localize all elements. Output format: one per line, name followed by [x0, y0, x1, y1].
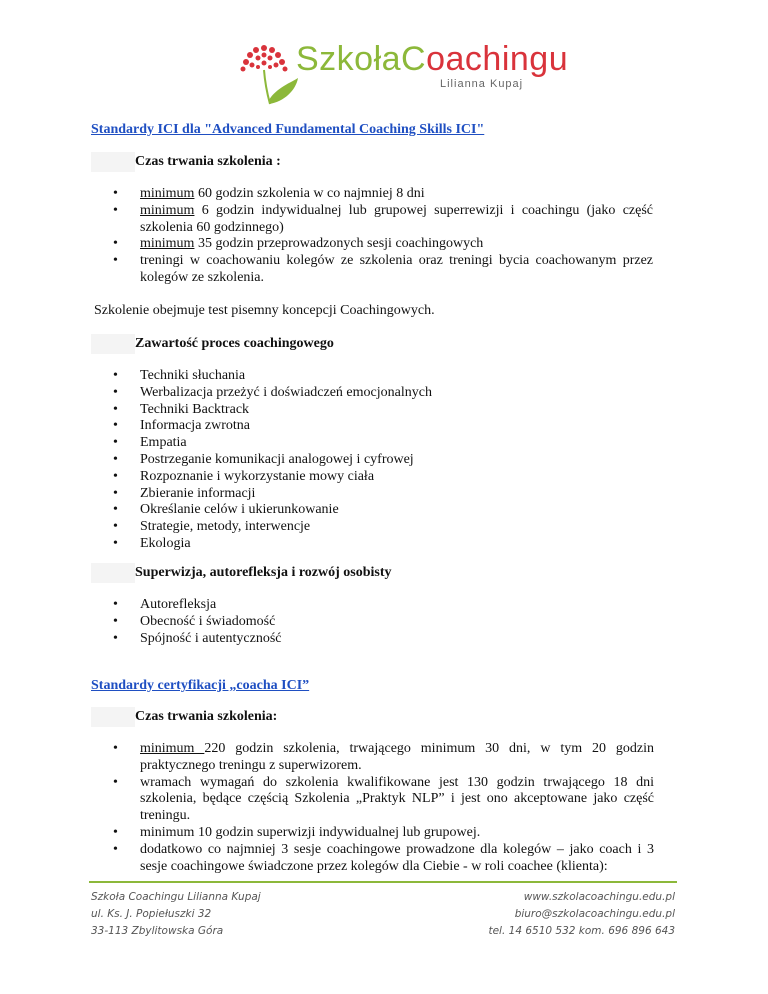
underlined-term: minimum [140, 236, 195, 252]
footer-street: ul. Ks. J. Popiełuszki 32 [91, 908, 212, 920]
list-item-text: wramach wymagań do szkolenia kwalifikowane jest 130 godzin trwającego 18 dni szkolenia, będące częścią Szkolenia „Praktyk NLP” i jest ono akceptowane jako część treningu. [140, 774, 654, 824]
duration-list-1 [113, 186, 653, 287]
content-list [113, 368, 653, 553]
footer-email[interactable]: biuro@szkolacoachingu.edu.pl [514, 908, 675, 920]
list-item-text: 6 godzin indywidualnej lub grupowej superrewizji i coachingu (jako część szkolenia 60 godzinnego) [140, 202, 653, 235]
underlined-term: minimum [140, 202, 195, 218]
logo-subtitle: Lilianna Kupaj [440, 78, 524, 90]
list-item [113, 236, 653, 253]
list-item: • Empatia [113, 435, 653, 452]
footer-website[interactable]: www.szkolacoachingu.edu.pl [523, 891, 675, 903]
list-item: • Rozpoznanie i wykorzystanie mowy ciała [113, 469, 653, 486]
list-item-text: dodatkowo co najmniej 3 sesje coachingowe prowadzone dla kolegów – jako coach i 3 sesje coachingowe świadczone przez kolegów dla Ciebie - w roli coachee (klienta): [140, 841, 654, 874]
certification-list [113, 741, 654, 875]
list-item: • Postrzeganie komunikacji analogowej i cyfrowej [113, 452, 653, 469]
content-heading: Zawartość proces coachingowego [91, 334, 611, 354]
list-item: • Określanie celów i ukierunkowanie [113, 502, 653, 519]
list-item-text: minimum 10 godzin superwizji indywidualnej lub grupowej. [140, 824, 481, 840]
footer-divider [89, 881, 677, 883]
list-item [113, 253, 653, 287]
list-item-text: 60 godzin szkolenia w co najmniej 8 dni [194, 186, 425, 201]
list-item: • Techniki Backtrack [113, 402, 653, 419]
list-item: • Techniki słuchania [113, 368, 653, 385]
duration-heading-1: Czas trwania szkolenia : [91, 152, 611, 172]
underlined-term: minimum [140, 741, 205, 756]
underlined-term: minimum [140, 186, 195, 201]
list-item [113, 203, 653, 237]
footer-phone: tel. 14 6510 532 kom. 696 896 643 [488, 925, 675, 937]
list-item [113, 775, 654, 825]
footer-city: 33-113 Zbylitowska Góra [91, 925, 224, 937]
list-item: • Strategie, metody, interwencje [113, 519, 653, 536]
footer-school-name: Szkoła Coachingu Lilianna Kupaj [91, 891, 261, 903]
list-item: • Obecność i świadomość [113, 614, 653, 631]
list-item: • Spójność i autentyczność [113, 631, 653, 648]
list-item: • Werbalizacja przeżyć i doświadczeń emocjonalnych [113, 385, 653, 402]
list-item [113, 825, 654, 842]
list-item: • Informacja zwrotna [113, 418, 653, 435]
duration-heading-2: Czas trwania szkolenia: [91, 707, 611, 727]
logo-wordmark: SzkołaCoachingu [296, 40, 569, 78]
list-item: • Ekologia [113, 536, 653, 553]
section2-title[interactable]: Standardy certyfikacji „coacha ICI” [91, 678, 310, 693]
list-item-text: treningi w coachowaniu kolegów ze szkolenia oraz treningi bycia coachowanym przez kolegów ze szkolenia. [140, 253, 653, 285]
section1-title[interactable]: Standardy ICI dla "Advanced Fundamental Coaching Skills ICI" [91, 122, 485, 137]
exam-text: Szkolenie obejmuje test pisemny koncepcji Coachingowych. [94, 303, 435, 318]
footer-contact [488, 889, 675, 940]
list-item [113, 186, 653, 203]
list-item-text: 220 godzin szkolenia, trwającego minimum 30 dni, w tym 20 godzin praktycznego treningu z superwizorem. [140, 741, 654, 773]
list-item: • Autorefleksja [113, 597, 653, 614]
list-item [113, 741, 654, 775]
footer-address [91, 889, 261, 940]
supervision-heading: Superwizja, autorefleksja i rozwój osobisty [91, 563, 611, 583]
supervision-list [113, 597, 653, 647]
logo [236, 38, 569, 110]
list-item-text: 35 godzin przeprowadzonych sesji coachingowych [194, 236, 484, 252]
list-item: • Zbieranie informacji [113, 486, 653, 503]
list-item [113, 842, 654, 876]
